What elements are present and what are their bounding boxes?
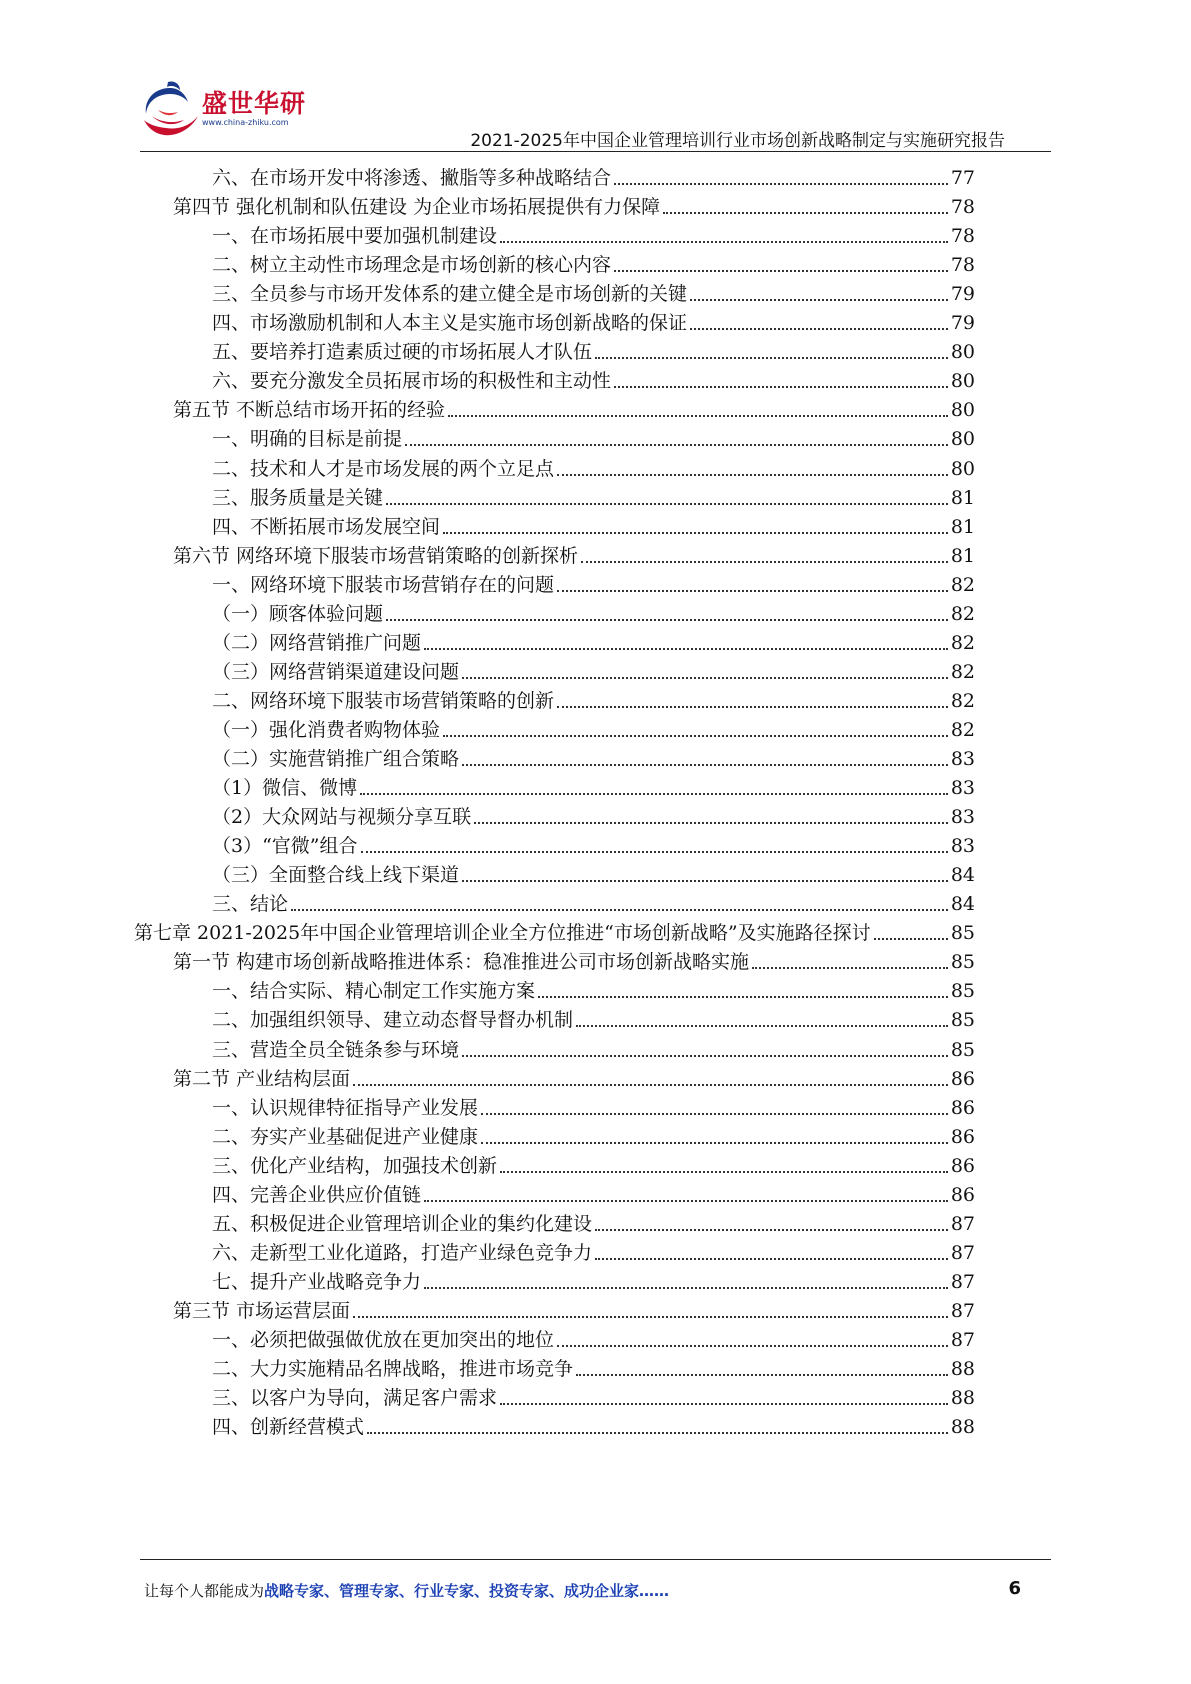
toc-dot-leader bbox=[448, 415, 948, 417]
toc-entry-page: 87 bbox=[950, 1212, 975, 1235]
toc-entry-page: 85 bbox=[950, 1038, 975, 1061]
toc-entry-page: 79 bbox=[950, 283, 975, 306]
toc-entry-title: 一、结合实际、精心制定工作实施方案 bbox=[212, 980, 536, 1003]
toc-entry[interactable] bbox=[173, 188, 975, 219]
toc-entry-page: 88 bbox=[950, 1387, 975, 1410]
toc-entry-page: 81 bbox=[950, 515, 975, 538]
toc-entry-title: 五、积极促进企业管理培训企业的集约化建设 bbox=[212, 1212, 593, 1235]
toc-entry-page: 82 bbox=[950, 573, 975, 596]
toc-entry-page: 85 bbox=[950, 951, 975, 974]
document-title: 2021-2025年中国企业管理培训行业市场创新战略制定与实施研究报告 bbox=[470, 131, 1005, 151]
toc-entry-title: （三）全面整合线上线下渠道 bbox=[212, 864, 460, 887]
toc-dot-leader bbox=[614, 183, 948, 185]
toc-entry-title: 一、网络环境下服装市场营销存在的问题 bbox=[212, 573, 555, 596]
toc-entry[interactable] bbox=[173, 1292, 975, 1323]
toc-entry[interactable] bbox=[212, 1205, 975, 1236]
toc-entry[interactable] bbox=[212, 653, 975, 684]
toc-entry[interactable] bbox=[212, 1118, 975, 1149]
toc-dot-leader bbox=[481, 1113, 948, 1115]
toc-entry-page: 79 bbox=[950, 312, 975, 335]
toc-entry[interactable] bbox=[212, 798, 975, 829]
toc-entry-page: 81 bbox=[950, 544, 975, 567]
toc-dot-leader bbox=[557, 1345, 948, 1347]
toc-dot-leader bbox=[367, 1432, 948, 1434]
toc-entry-page: 77 bbox=[950, 167, 975, 189]
toc-entry-title: 三、以客户为导向，满足客户需求 bbox=[212, 1387, 498, 1410]
toc-entry-page: 86 bbox=[950, 1125, 975, 1148]
toc-dot-leader bbox=[353, 1316, 948, 1318]
toc-entry[interactable] bbox=[134, 914, 975, 945]
toc-entry[interactable] bbox=[212, 479, 975, 510]
toc-dot-leader bbox=[424, 1200, 948, 1202]
toc-entry[interactable] bbox=[212, 333, 975, 364]
toc-entry-title: 二、树立主动性市场理念是市场创新的核心内容 bbox=[212, 254, 612, 277]
toc-dot-leader bbox=[361, 851, 948, 853]
toc-entry-title: 二、网络环境下服装市场营销策略的创新 bbox=[212, 689, 555, 712]
toc-entry-page: 87 bbox=[950, 1299, 975, 1322]
toc-dot-leader bbox=[443, 735, 948, 737]
toc-entry-title: 二、大力实施精品名牌战略，推进市场竞争 bbox=[212, 1358, 574, 1381]
toc-entry[interactable] bbox=[212, 885, 975, 916]
toc-entry-title: 三、结论 bbox=[212, 893, 289, 916]
toc-entry-title: 二、加强组织领导、建立动态督导督办机制 bbox=[212, 1009, 574, 1032]
toc-entry[interactable] bbox=[173, 391, 975, 422]
logo-swoosh-icon bbox=[140, 80, 200, 142]
toc-entry-title: 四、创新经营模式 bbox=[212, 1416, 365, 1439]
toc-entry[interactable] bbox=[212, 566, 975, 597]
toc-dot-leader bbox=[581, 561, 948, 563]
toc-dot-leader bbox=[500, 241, 948, 243]
toc-dot-leader bbox=[462, 1055, 948, 1057]
toc-entry-title: 第三节 市场运营层面 bbox=[173, 1299, 351, 1322]
toc-dot-leader bbox=[557, 706, 948, 708]
toc-entry[interactable] bbox=[212, 1350, 975, 1381]
toc-entry[interactable] bbox=[212, 1408, 975, 1439]
toc-entry-page: 82 bbox=[950, 631, 975, 654]
toc-entry-page: 80 bbox=[950, 399, 975, 422]
toc-entry-title: 一、认识规律特征指导产业发展 bbox=[212, 1096, 479, 1119]
logo-url: www.china-zhiku.com bbox=[202, 118, 289, 127]
toc-entry-page: 86 bbox=[950, 1096, 975, 1119]
toc-entry[interactable] bbox=[212, 1089, 975, 1120]
toc-entry[interactable] bbox=[173, 537, 975, 568]
footer-slogan-highlight: 战略专家、管理专家、行业专家、投资专家、成功企业家…… bbox=[264, 1582, 670, 1600]
toc-dot-leader bbox=[353, 1084, 948, 1086]
toc-dot-leader bbox=[576, 1025, 948, 1027]
toc-entry-title: 三、服务质量是关键 bbox=[212, 486, 384, 509]
toc-entry-page: 80 bbox=[950, 341, 975, 364]
toc-dot-leader bbox=[360, 793, 948, 795]
toc-entry-page: 84 bbox=[950, 893, 975, 916]
toc-entry-title: 五、要培养打造素质过硬的市场拓展人才队伍 bbox=[212, 341, 593, 364]
toc-entry[interactable] bbox=[212, 827, 975, 858]
toc-dot-leader bbox=[690, 328, 948, 330]
toc-dot-leader bbox=[500, 1171, 948, 1173]
toc-dot-leader bbox=[538, 996, 948, 998]
toc-dot-leader bbox=[386, 503, 948, 505]
toc-entry-title: 三、全员参与市场开发体系的建立健全是市场创新的关键 bbox=[212, 283, 688, 306]
toc-dot-leader bbox=[405, 444, 948, 446]
toc-entry-page: 86 bbox=[950, 1154, 975, 1177]
toc-entry-title: （二）实施营销推广组合策略 bbox=[212, 748, 460, 770]
toc-entry-title: 第七章 2021-2025年中国企业管理培训企业全方位推进“市场创新战略”及实施路径探讨 bbox=[134, 922, 871, 945]
toc-entry-title: 第二节 产业结构层面 bbox=[173, 1067, 351, 1090]
toc-dot-leader bbox=[443, 532, 948, 534]
toc-entry-title: （一）顾客体验问题 bbox=[212, 602, 384, 625]
toc-dot-leader bbox=[500, 1403, 948, 1405]
toc-entry-page: 82 bbox=[950, 660, 975, 683]
toc-dot-leader bbox=[462, 880, 948, 882]
toc-entry-page: 88 bbox=[950, 1416, 975, 1439]
toc-dot-leader bbox=[462, 764, 948, 766]
toc-entry[interactable] bbox=[212, 769, 975, 800]
toc-dot-leader bbox=[474, 822, 948, 824]
toc-dot-leader bbox=[614, 270, 948, 272]
toc-dot-leader bbox=[690, 299, 948, 301]
toc-entry-title: 第五节 不断总结市场开拓的经验 bbox=[173, 399, 446, 422]
toc-dot-leader bbox=[595, 1229, 948, 1231]
toc-dot-leader bbox=[576, 1374, 948, 1376]
toc-entry-title: （一）强化消费者购物体验 bbox=[212, 718, 441, 741]
toc-entry-title: 四、市场激励机制和人本主义是实施市场创新战略的保证 bbox=[212, 312, 688, 335]
toc-entry-page: 83 bbox=[950, 835, 975, 858]
toc-entry-title: 第六节 网络环境下服装市场营销策略的创新探析 bbox=[173, 544, 579, 567]
toc-entry[interactable] bbox=[212, 1147, 975, 1178]
toc-entry-page: 80 bbox=[950, 370, 975, 393]
toc-entry-title: 六、要充分激发全员拓展市场的积极性和主动性 bbox=[212, 370, 612, 393]
footer-slogan-lead: 让每个人都能成为 bbox=[144, 1582, 265, 1600]
company-logo bbox=[140, 80, 310, 146]
toc-entry-page: 87 bbox=[950, 1329, 975, 1351]
toc-entry-title: 一、在市场拓展中要加强机制建设 bbox=[212, 225, 498, 248]
toc-entry-page: 83 bbox=[950, 777, 975, 800]
toc-entry[interactable] bbox=[212, 595, 975, 626]
toc-entry-title: （1）微信、微博 bbox=[212, 777, 358, 800]
toc-dot-leader bbox=[481, 1142, 948, 1144]
toc-dot-leader bbox=[557, 590, 948, 592]
toc-entry-page: 85 bbox=[950, 1009, 975, 1032]
toc-entry[interactable] bbox=[212, 740, 975, 771]
toc-entry-title: 一、必须把做强做优放在更加突出的地位 bbox=[212, 1329, 555, 1351]
toc-entry[interactable] bbox=[212, 362, 975, 393]
toc-entry-page: 80 bbox=[950, 428, 975, 451]
toc-dot-leader bbox=[386, 619, 948, 621]
toc-dot-leader bbox=[663, 212, 948, 214]
toc-entry[interactable] bbox=[212, 1234, 975, 1265]
toc-entry-title: 二、夯实产业基础促进产业健康 bbox=[212, 1125, 479, 1148]
toc-entry-page: 78 bbox=[950, 225, 975, 248]
toc-dot-leader bbox=[424, 1287, 948, 1289]
toc-dot-leader bbox=[595, 357, 948, 359]
toc-entry-page: 82 bbox=[950, 718, 975, 741]
toc-entry-page: 80 bbox=[950, 457, 975, 480]
toc-entry-title: 三、营造全员全链条参与环境 bbox=[212, 1038, 460, 1061]
toc-entry[interactable] bbox=[212, 304, 975, 335]
toc-entry-title: 二、技术和人才是市场发展的两个立足点 bbox=[212, 457, 555, 480]
toc-entry[interactable] bbox=[212, 508, 975, 539]
toc-entry-page: 78 bbox=[950, 196, 975, 219]
toc-entry[interactable] bbox=[212, 159, 975, 190]
toc-entry-title: 四、不断拓展市场发展空间 bbox=[212, 515, 441, 538]
toc-entry[interactable] bbox=[212, 275, 975, 306]
toc-entry[interactable] bbox=[212, 711, 975, 742]
toc-entry-page: 78 bbox=[950, 254, 975, 277]
toc-entry-title: （3）“官微”组合 bbox=[212, 835, 358, 858]
toc-entry[interactable] bbox=[212, 624, 975, 655]
toc-entry-title: 七、提升产业战略竞争力 bbox=[212, 1270, 422, 1293]
toc-dot-leader bbox=[874, 938, 948, 940]
toc-entry-page: 83 bbox=[950, 748, 975, 770]
toc-entry-page: 85 bbox=[950, 922, 975, 945]
toc-entry-title: （2）大众网站与视频分享互联 bbox=[212, 806, 472, 829]
toc-dot-leader bbox=[752, 967, 948, 969]
toc-entry[interactable] bbox=[173, 1060, 975, 1091]
footer-slogan bbox=[144, 1580, 669, 1601]
toc-entry-title: 六、在市场开发中将渗透、撇脂等多种战略结合 bbox=[212, 167, 612, 189]
page-header bbox=[0, 0, 1191, 150]
toc-entry-title: 三、优化产业结构，加强技术创新 bbox=[212, 1154, 498, 1177]
toc-entry-page: 81 bbox=[950, 486, 975, 509]
toc-entry[interactable] bbox=[212, 1263, 975, 1294]
footer-divider bbox=[140, 1559, 1051, 1560]
toc-entry-title: 四、完善企业供应价值链 bbox=[212, 1183, 422, 1206]
toc-entry[interactable] bbox=[212, 972, 975, 1003]
toc-dot-leader bbox=[557, 474, 948, 476]
toc-entry[interactable] bbox=[212, 1379, 975, 1410]
toc-entry-title: 一、明确的目标是前提 bbox=[212, 428, 403, 451]
toc-entry-title: （三）网络营销渠道建设问题 bbox=[212, 660, 460, 683]
toc-entry[interactable] bbox=[212, 450, 975, 481]
toc-entry[interactable] bbox=[173, 943, 975, 974]
toc-entry-page: 86 bbox=[950, 1183, 975, 1206]
toc-entry-page: 87 bbox=[950, 1241, 975, 1264]
toc-entry-page: 83 bbox=[950, 806, 975, 829]
toc-dot-leader bbox=[424, 648, 948, 650]
toc-entry[interactable] bbox=[212, 1031, 975, 1062]
toc-entry[interactable] bbox=[212, 246, 975, 277]
toc-entry[interactable] bbox=[212, 1001, 975, 1032]
toc-entry-page: 82 bbox=[950, 689, 975, 712]
page-number: 6 bbox=[1008, 1578, 1021, 1599]
toc-entry-title: 第四节 强化机制和队伍建设 为企业市场拓展提供有力保障 bbox=[173, 196, 661, 219]
logo-name: 盛世华研 bbox=[202, 89, 307, 118]
toc-dot-leader bbox=[462, 677, 948, 679]
toc-entry[interactable] bbox=[212, 420, 975, 451]
header-divider bbox=[140, 151, 1051, 152]
toc-dot-leader bbox=[614, 386, 948, 388]
toc-entry[interactable] bbox=[212, 217, 975, 248]
toc-entry-title: （二）网络营销推广问题 bbox=[212, 631, 422, 654]
toc-dot-leader bbox=[291, 909, 948, 911]
toc-entry-page: 86 bbox=[950, 1067, 975, 1090]
toc-entry-title: 六、走新型工业化道路，打造产业绿色竞争力 bbox=[212, 1241, 593, 1264]
toc-entry-page: 88 bbox=[950, 1358, 975, 1381]
toc-entry-page: 82 bbox=[950, 602, 975, 625]
toc-entry[interactable] bbox=[212, 856, 975, 887]
toc-entry-title: 第一节 构建市场创新战略推进体系：稳准推进公司市场创新战略实施 bbox=[173, 951, 750, 974]
toc-entry-page: 85 bbox=[950, 980, 975, 1003]
toc-entry[interactable] bbox=[212, 1321, 975, 1352]
toc-entry[interactable] bbox=[212, 1176, 975, 1207]
toc-dot-leader bbox=[595, 1258, 948, 1260]
toc-entry-page: 87 bbox=[950, 1270, 975, 1293]
toc-entry[interactable] bbox=[212, 682, 975, 713]
toc-entry-page: 84 bbox=[950, 864, 975, 887]
